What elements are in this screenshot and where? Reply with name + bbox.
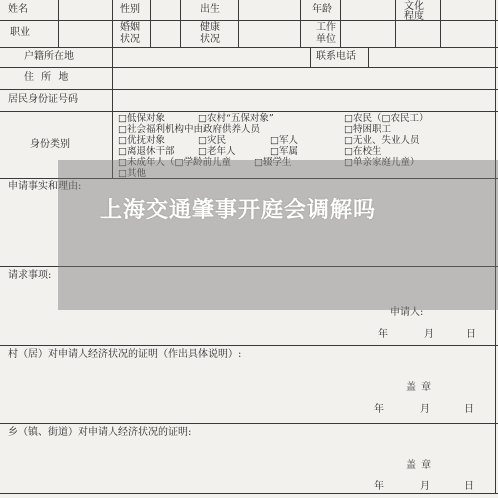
date-day: 日 [466,329,476,340]
rule [0,67,498,68]
identity-option: □灾民 [198,135,226,146]
identity-option: □在校生 [344,146,382,157]
rule [180,0,181,47]
identity-option: □单亲家庭儿童） [344,157,420,168]
date-day: 日 [464,481,474,492]
marriage-label-1: 婚姻 [120,22,140,33]
identity-option: □优抚对象 [118,135,165,146]
gender-label: 性别 [120,4,140,15]
date-day: 日 [464,404,474,415]
identity-option: □未成年人（□学龄前儿童 [118,157,231,168]
identity-option: □低保对象 [118,113,165,124]
education-label-2: 程度 [404,11,424,22]
rule [0,345,498,346]
identity-option: □辍学生 [254,157,292,168]
rule [238,0,239,47]
rule [340,0,341,47]
birth-label: 出生 [200,4,220,15]
request-label: 请求事项: [8,270,52,281]
identity-option: □农村“五保对象” [198,113,274,124]
identity-option: □特困职工 [344,124,391,135]
name-label: 姓名 [8,4,28,15]
work-unit-label-2: 单位 [316,34,336,45]
education-label-1: 文化 [404,1,424,12]
rule [368,47,369,67]
date-year: 年 [374,404,384,415]
rule [0,89,498,90]
rule [300,0,301,47]
identity-option: □社会福利机构中由政府供养人员 [118,124,260,135]
identity-option: □离退休干部 [118,146,175,157]
residence-label: 住 所 地 [24,72,71,83]
rule [0,47,498,48]
identity-option: □老年人 [198,146,236,157]
household-label: 户籍所在地 [24,51,74,62]
identity-option: □军属 [270,146,298,157]
marriage-label-2: 状况 [120,34,140,45]
rule [0,423,498,424]
rule [112,0,113,178]
facts-label: 申请事实和理由: [8,181,82,192]
rule [0,111,498,112]
phone-label: 联系电话 [316,51,356,62]
date-month: 月 [424,329,434,340]
age-label: 年龄 [312,4,332,15]
identity-label: 身份类别 [30,139,70,150]
rule [0,493,498,494]
work-unit-label-1: 工作 [316,22,336,33]
health-label-2: 状况 [200,34,220,45]
seal-label: 盖 章 [406,382,433,393]
occupation-label: 职业 [10,27,30,38]
seal-label: 盖 章 [406,460,433,471]
health-label-1: 健康 [200,22,220,33]
identity-option: □农民（□农民工） [344,113,429,124]
rule [310,47,311,67]
overlay-title: 上海交通肇事开庭会调解吗 [100,198,377,223]
rule [395,0,396,47]
identity-option: □其他 [118,168,146,179]
rule [440,0,441,47]
date-month: 月 [420,481,430,492]
date-year: 年 [378,329,388,340]
rule [58,0,59,47]
title-overlay [58,160,498,310]
village-proof-label: 村（居）对申请人经济状况的证明（作出具体说明）: [8,349,242,360]
identity-option: □无业、失业人员 [344,135,420,146]
identity-option: □军人 [270,135,298,146]
date-month: 月 [420,404,430,415]
date-year: 年 [374,481,384,492]
id-number-label: 居民身份证号码 [8,94,78,105]
rule [150,0,151,47]
town-proof-label: 乡（镇、街道）对申请人经济状况的证明: [8,427,192,438]
applicant-label: 申请人: [390,307,424,318]
